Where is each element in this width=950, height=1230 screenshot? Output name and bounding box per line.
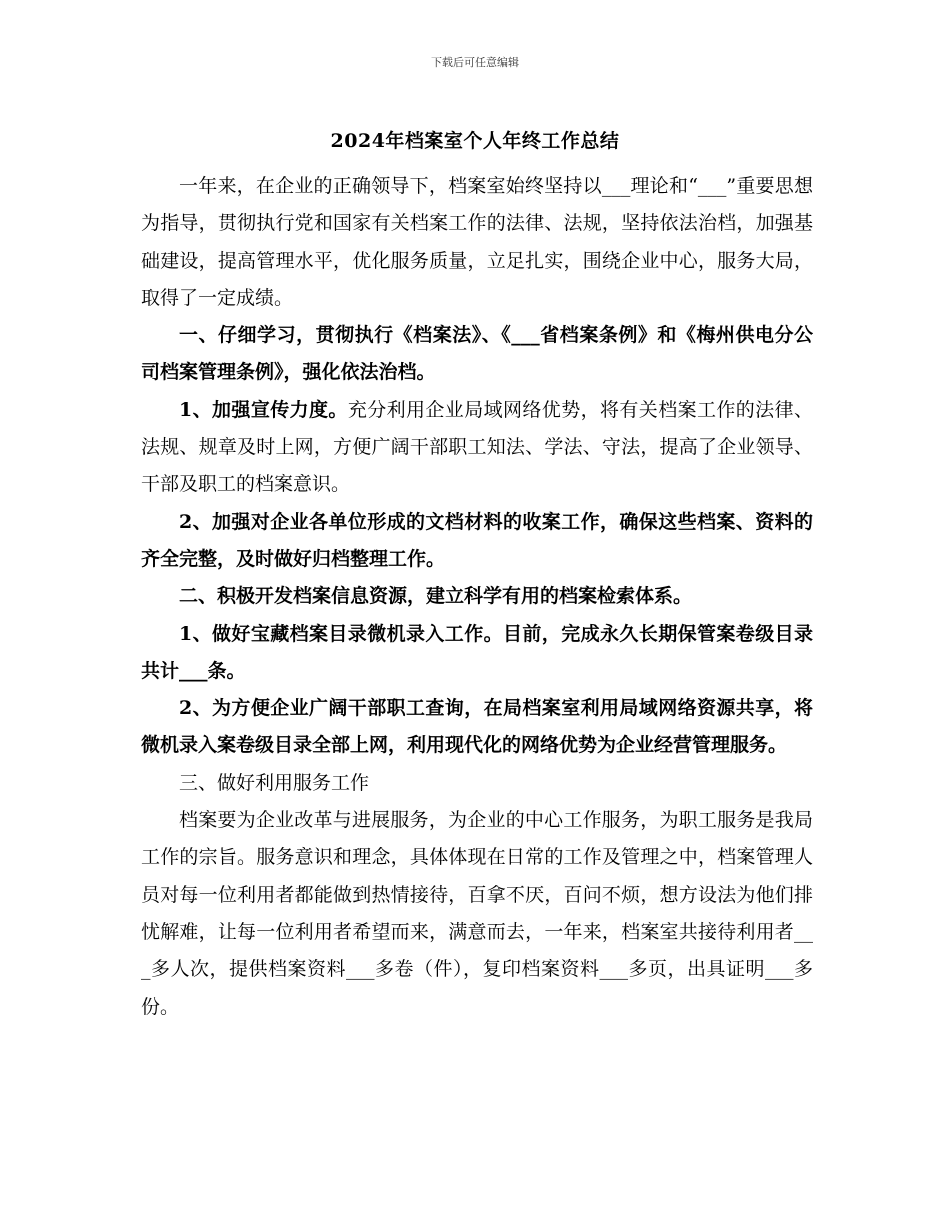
section-1-item-1 — [141, 392, 813, 504]
section-1-item-2: 2、加强对企业各单位形成的文档材料的收案工作，确保这些档案、资料的齐全完整，及时做好归档整理工作。 — [141, 510, 813, 570]
section-2-item-2: 2、为方便企业广阔干部职工查询，在局档案室利用局域网络资源共享，将微机录入案卷级目录全部上网，利用现代化的网络优势为企业经营管理服务。 — [141, 697, 813, 757]
section-1-heading: 一、仔细学习，贯彻执行《档案法》、《___省档案条例》和《梅州供电分公司档案管理条例》，强化依法治档。 — [141, 324, 813, 384]
section-3-body: 档案要为企业改革与进展服务，为企业的中心工作服务，为职工服务是我局工作的宗旨。服务意识和理念，具体体现在日常的工作及管理之中，档案管理人员对每一位利用者都能做到热情接待，百拿不厌，百问不烦，想方设法为他们排忧解难，让每一位利用者希望而来，满意而去，一年来，档案室共接待利用者___多人次，提供档案资料___多卷（件），复印档案资料___多页，出具证明___多份。 — [141, 809, 813, 1018]
section-2-item-1: 1、做好宝藏档案目录微机录入工作。目前，完成永久长期保管案卷级目录共计___条。 — [141, 622, 813, 682]
document-title: 2024年档案室个人年终工作总结 — [330, 130, 620, 152]
section-3-heading: 三、做好利用服务工作 — [179, 771, 370, 794]
intro-paragraph: 一年来，在企业的正确领导下，档案室始终坚持以___理论和“___”重要思想为指导，贯彻执行党和国家有关档案工作的法律、法规，坚持依法治档，加强基础建设，提高管理水平，优化服务质量，立足扎实，围绕企业中心，服务大局，取得了一定成绩。 — [141, 175, 813, 309]
document-body — [141, 168, 813, 1026]
page-header-note: 下载后可任意编辑 — [431, 56, 519, 69]
section-1-item-1-body: 充分利用企业局域网络优势，将有关档案工作的法律、法规、规章及时上网，方便广阔干部职工知法、学法、守法，提高了企业领导、干部及职工的档案意识。 — [141, 398, 813, 496]
section-1-item-1-lead: 1、加强宣传力度。 — [179, 398, 348, 421]
section-2-heading: 二、积极开发档案信息资源，建立科学有用的档案检索体系。 — [179, 585, 693, 608]
